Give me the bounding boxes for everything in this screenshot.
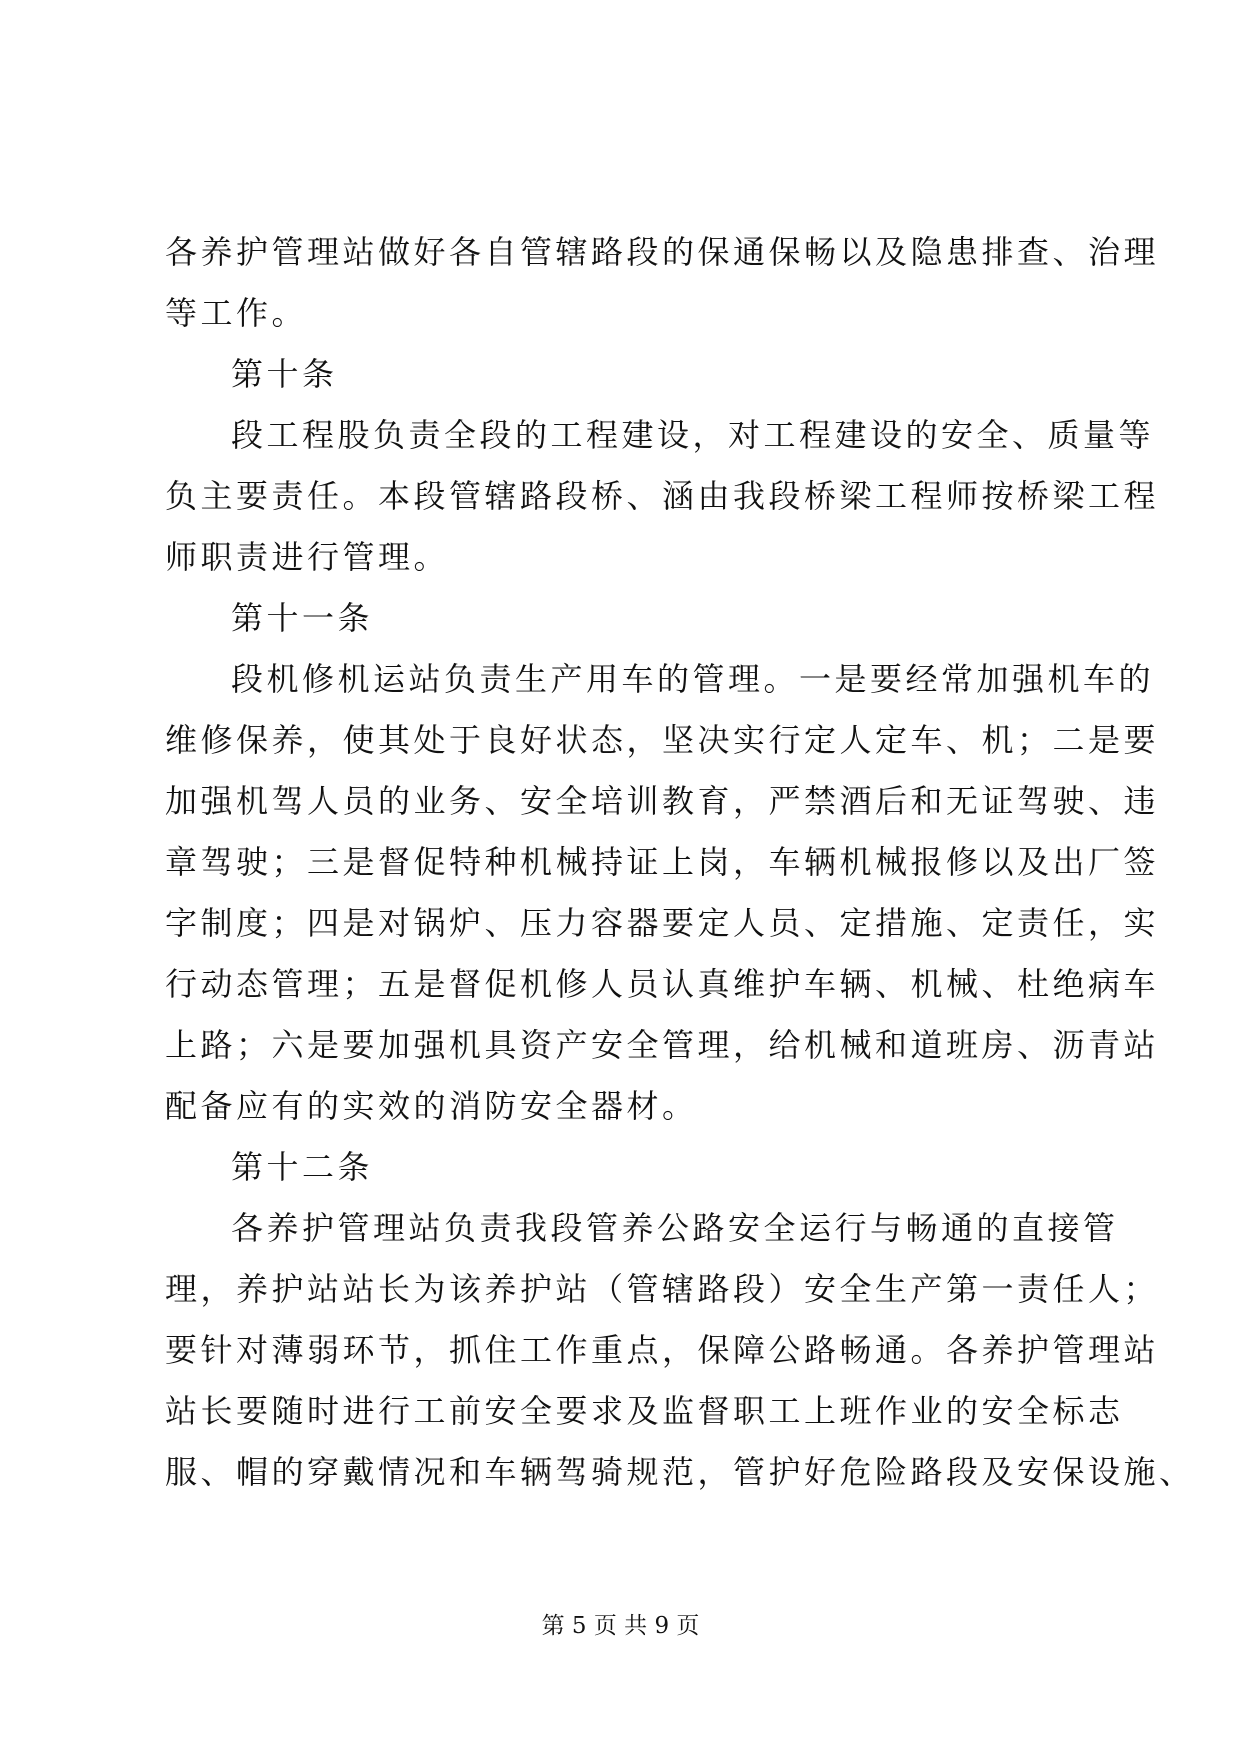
paragraph-first-line: 各养护管理站负责我段管养公路安全运行与畅通的直接管 [231,1209,1119,1247]
page-number-footer: 第 5 页 共 9 页 [541,1613,700,1639]
text-line: 负主要责任。本段管辖路段桥、涵由我段桥梁工程师按桥梁工程 [165,477,1160,515]
text-line: 服、帽的穿戴情况和车辆驾骑规范，管护好危险路段及安保设施、 [165,1453,1195,1491]
text-line: 字制度；四是对锅炉、压力容器要定人员、定措施、定责任，实 [165,904,1160,942]
text-line: 行动态管理；五是督促机修人员认真维护车辆、机械、杜绝病车 [165,965,1160,1003]
paragraph-first-line: 段工程股负责全段的工程建设，对工程建设的安全、质量等 [231,416,1155,454]
text-line: 维修保养，使其处于良好状态，坚决实行定人定车、机；二是要 [165,721,1160,759]
text-line: 配备应有的实效的消防安全器材。 [165,1087,698,1125]
article-heading: 第十二条 [231,1148,374,1186]
text-line: 章驾驶；三是督促特种机械持证上岗，车辆机械报修以及出厂签 [165,843,1160,881]
text-line: 各养护管理站做好各自管辖路段的保通保畅以及隐患排查、治理 [165,233,1160,271]
text-line: 师职责进行管理。 [165,538,450,576]
text-line: 上路；六是要加强机具资产安全管理，给机械和道班房、沥青站 [165,1026,1160,1064]
text-line: 加强机驾人员的业务、安全培训教育，严禁酒后和无证驾驶、违 [165,782,1160,820]
paragraph-first-line: 段机修机运站负责生产用车的管理。一是要经常加强机车的 [231,660,1155,698]
text-line: 理，养护站站长为该养护站（管辖路段）安全生产第一责任人； [165,1270,1160,1308]
document-body [165,222,1195,1503]
text-line: 站长要随时进行工前安全要求及监督职工上班作业的安全标志 [165,1392,1124,1430]
article-heading: 第十条 [231,355,338,393]
text-line: 要针对薄弱环节，抓住工作重点，保障公路畅通。各养护管理站 [165,1331,1160,1369]
text-line: 等工作。 [165,294,308,332]
article-heading: 第十一条 [231,599,374,637]
